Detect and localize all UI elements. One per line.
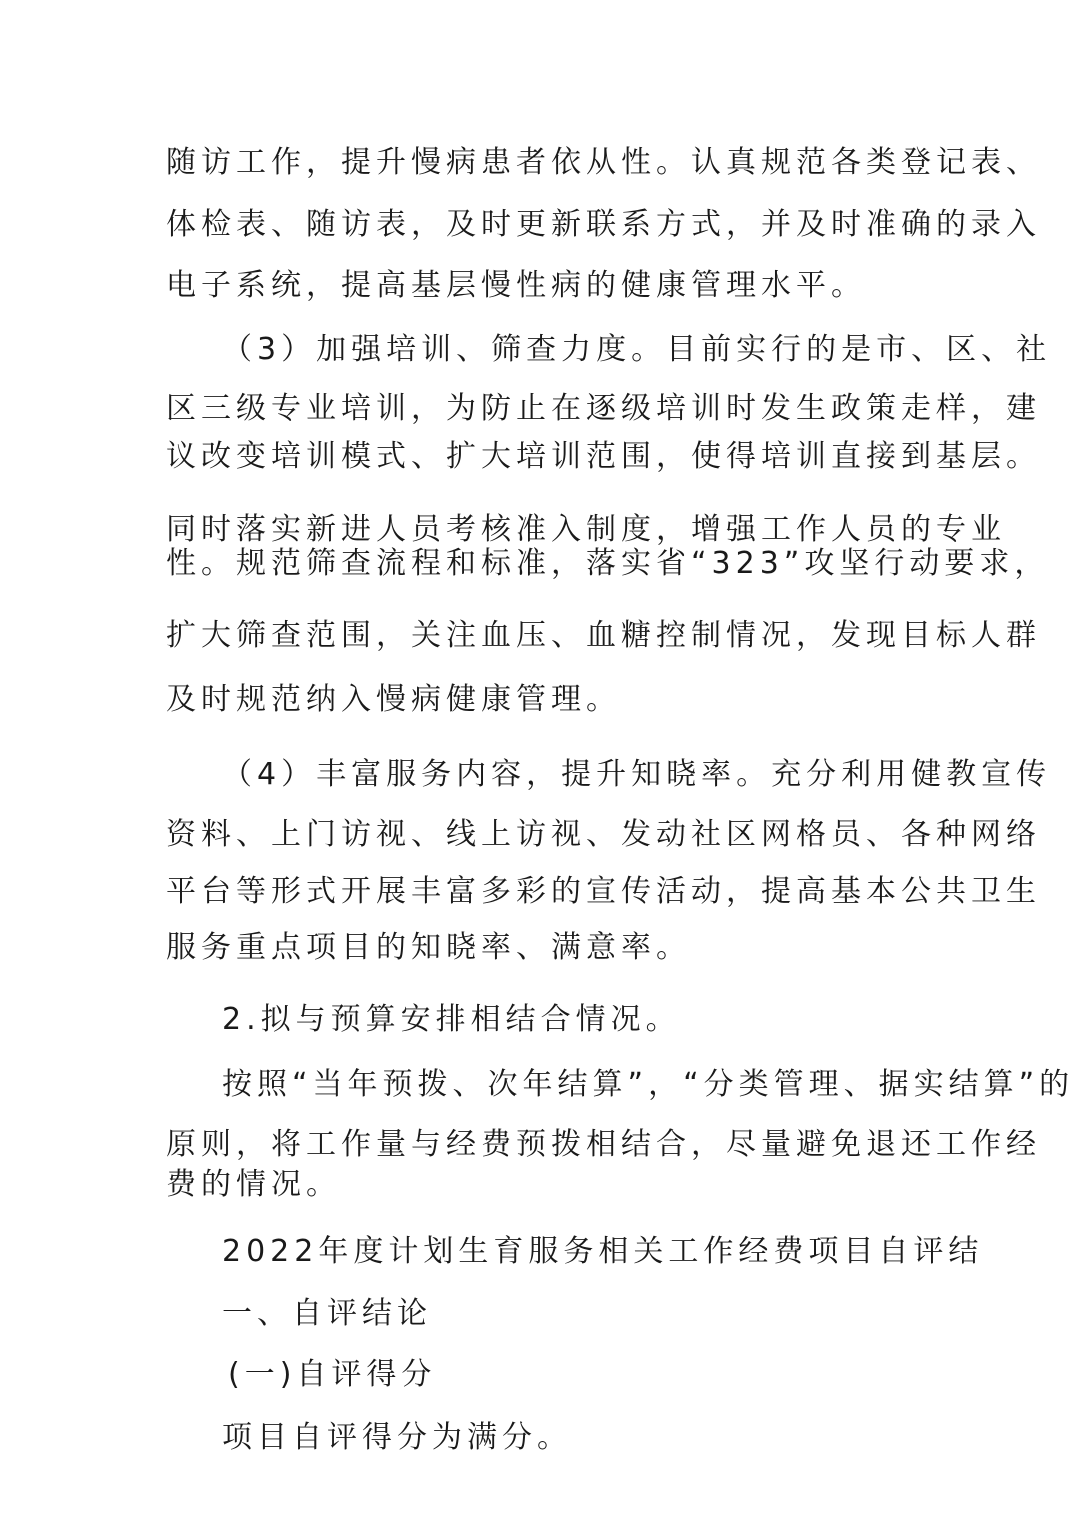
text-line: 及时规范纳入慢病健康管理。 — [166, 682, 621, 717]
text-line: 费的情况。 — [166, 1167, 341, 1202]
text-line: 区三级专业培训，为防止在逐级培训时发生政策走样，建 — [166, 391, 1041, 426]
report-title: 2022年度计划生育服务相关工作经费项目自评结 — [222, 1234, 984, 1269]
text-line: 随访工作，提升慢病患者依从性。认真规范各类登记表、 — [166, 145, 1041, 180]
text-line: 平台等形式开展丰富多彩的宣传活动，提高基本公共卫生 — [166, 874, 1041, 909]
text-line: 议改变培训模式、扩大培训范围，使得培训直接到基层。 — [166, 439, 1041, 474]
text-line: 按照“当年预拨、次年结算”，“分类管理、据实结算”的 — [222, 1067, 1075, 1102]
section-heading: 一、自评结论 — [222, 1296, 432, 1331]
text-line: 性。规范筛查流程和标准，落实省“323”攻坚行动要求， — [166, 546, 1050, 581]
text-line: 体检表、随访表，及时更新联系方式，并及时准确的录入 — [166, 207, 1041, 242]
text-line: 电子系统，提高基层慢性病的健康管理水平。 — [166, 268, 866, 303]
text-line: 项目自评得分为满分。 — [222, 1420, 572, 1455]
section-heading: 2.拟与预算安排相结合情况。 — [222, 1002, 681, 1037]
paragraph-3-heading: （3）加强培训、筛查力度。目前实行的是市、区、社 — [222, 332, 1052, 367]
text-line: 扩大筛查范围，关注血压、血糖控制情况，发现目标人群 — [166, 618, 1041, 653]
text-line: 服务重点项目的知晓率、满意率。 — [166, 930, 691, 965]
text-line: 资料、上门访视、线上访视、发动社区网格员、各种网络 — [166, 817, 1041, 852]
text-line: 原则，将工作量与经费预拨相结合，尽量避免退还工作经 — [166, 1127, 1041, 1162]
text-line: 同时落实新进人员考核准入制度，增强工作人员的专业 — [166, 512, 1006, 547]
paragraph-4-heading: （4）丰富服务内容，提升知晓率。充分利用健教宣传 — [222, 757, 1052, 792]
subsection-heading: (一)自评得分 — [228, 1357, 437, 1392]
